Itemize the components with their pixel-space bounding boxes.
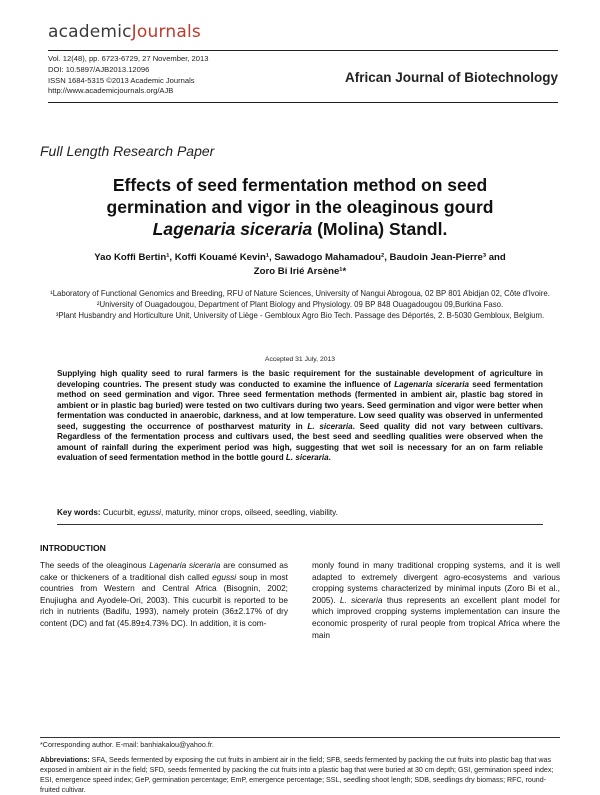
affiliations: [40, 289, 560, 321]
issn-line: ISSN 1684-5315 ©2013 Academic Journals: [48, 75, 195, 85]
intro-column-left: The seeds of the oleaginous Lagenaria siceraria are consumed as cake or thickeners of a traditional dish called egussi soup in most countries from Western and Central Africa (Bisognin, 2002; Enujiugha and Ayodele-Ori, 2003). This cucurbit is reported to be rich in nutrients (Badifu, 1993), namely protein (36±2.17% of dry content (DC) and fat (45.89±4.73% DC). In addition, it is com-: [40, 560, 288, 628]
affiliation-3: ³Plant Husbandry and Horticulture Unit, University of Liège - Gembloux Agro Bio Tech. Passage des Déportés, 2. B-5030 Gembloux, Belgium.: [55, 310, 545, 320]
keywords: Key words: Cucurbit, egussi, maturity, minor crops, oilseed, seedling, viability.: [57, 508, 338, 517]
paper-type: Full Length Research Paper: [40, 143, 215, 159]
affiliation-2: ²University of Ouagadougou, Department of Plant Biology and Physiology. 09 BP 848 Ouagadougou 09,Burkina Faso.: [96, 299, 504, 309]
journal-logo: academicJournals: [48, 22, 201, 42]
volume-line: Vol. 12(48), pp. 6723-6729, 27 November, 2013: [48, 54, 209, 63]
header-rule-bottom: [48, 102, 558, 103]
corresponding-author: *Corresponding author. E-mail: banhiakalou@yahoo.fr.: [40, 740, 214, 749]
abbreviations: Abbreviations: SFA, Seeds fermented by exposing the cut fruits in ambient air in the field; SFB, seeds fermented by packing the cut fruits into plastic bag that was exposed in ambient air in the field; SFD, seeds fermented by packing the cut fruits into a plastic bag that were buried at 30 cm depth; GSI, germination speed index; ESI, emergence speed index; GeP, germination percentage; EmP, emergence percentage; SSL, seedling shoot length; SDB, seedlings dry biomass; RFC, round-fruited cultivar.: [40, 756, 554, 794]
abstract-rule: [57, 524, 543, 525]
article-metadata: [48, 54, 208, 97]
doi-line: DOI: 10.5897/AJB2013.12096: [48, 64, 150, 74]
author-list: Yao Koffi Bertin¹, Koffi Kouamé Kevin¹, Sawadogo Mahamadou², Baudoin Jean-Pierre³ and Zoro Bi Irié Arsène¹*: [94, 252, 506, 277]
header-rule-top: [48, 50, 558, 51]
accepted-date: Accepted 31 July, 2013: [264, 356, 336, 363]
paper-title: Effects of seed fermentation method on seed germination and vigor in the oleaginous gourd Lagenaria siceraria (Molina) Standl.: [106, 175, 494, 239]
intro-column-right: monly found in many traditional cropping systems, and it is well adapted to extremely divergent agro-ecosystems and various cropping systems characterized by minimal inputs (Zoro Bi et al., 2005). L. siceraria thus represents an excellent plant model for which improved cropping systems implementation can insure the economic prosperity of rural people from tropical Africa where the main: [312, 560, 561, 640]
url-line[interactable]: http://www.academicjournals.org/AJB: [48, 86, 174, 96]
affiliation-1: ¹Laboratory of Functional Genomics and Breeding, RFU of Nature Sciences, University of Nangui Abrogoua, 02 BP 801 Abidjan 02, Côte d'Ivoire.: [50, 289, 550, 298]
section-heading-introduction: INTRODUCTION: [40, 543, 106, 553]
abstract: Supplying high quality seed to rural farmers is the basic requirement for the sustainable development of agriculture in developing countries. The present study was conducted to examine the influence of Lagenaria siceraria seed fermentation method on seed germination and vigor. Three seed fermentation methods (fermented in ambient air, plastic bag stored in ambient or in plastic bag buried) were tested on two cultivars during two years. Seed germination and vigor were better when fermentation was conducted in anaerobic, darkness, and at low temperature. Low seed quality was observed in unfermented seed, suggesting the occurrence of postharvest maturity in L. siceraria. Seed quality did not vary between cultivars. Regardless of the fermentation process and cultivars used, the best seed and seedling qualities were observed when the amount of rainfall during the experiment period was high, suggesting that wet soil is necessary for an on farm reliable evaluation of seed fermentation method in the bottle gourd L. siceraria.: [57, 369, 543, 462]
footnote-rule: [40, 737, 560, 738]
journal-name: African Journal of Biotechnology: [344, 70, 558, 85]
